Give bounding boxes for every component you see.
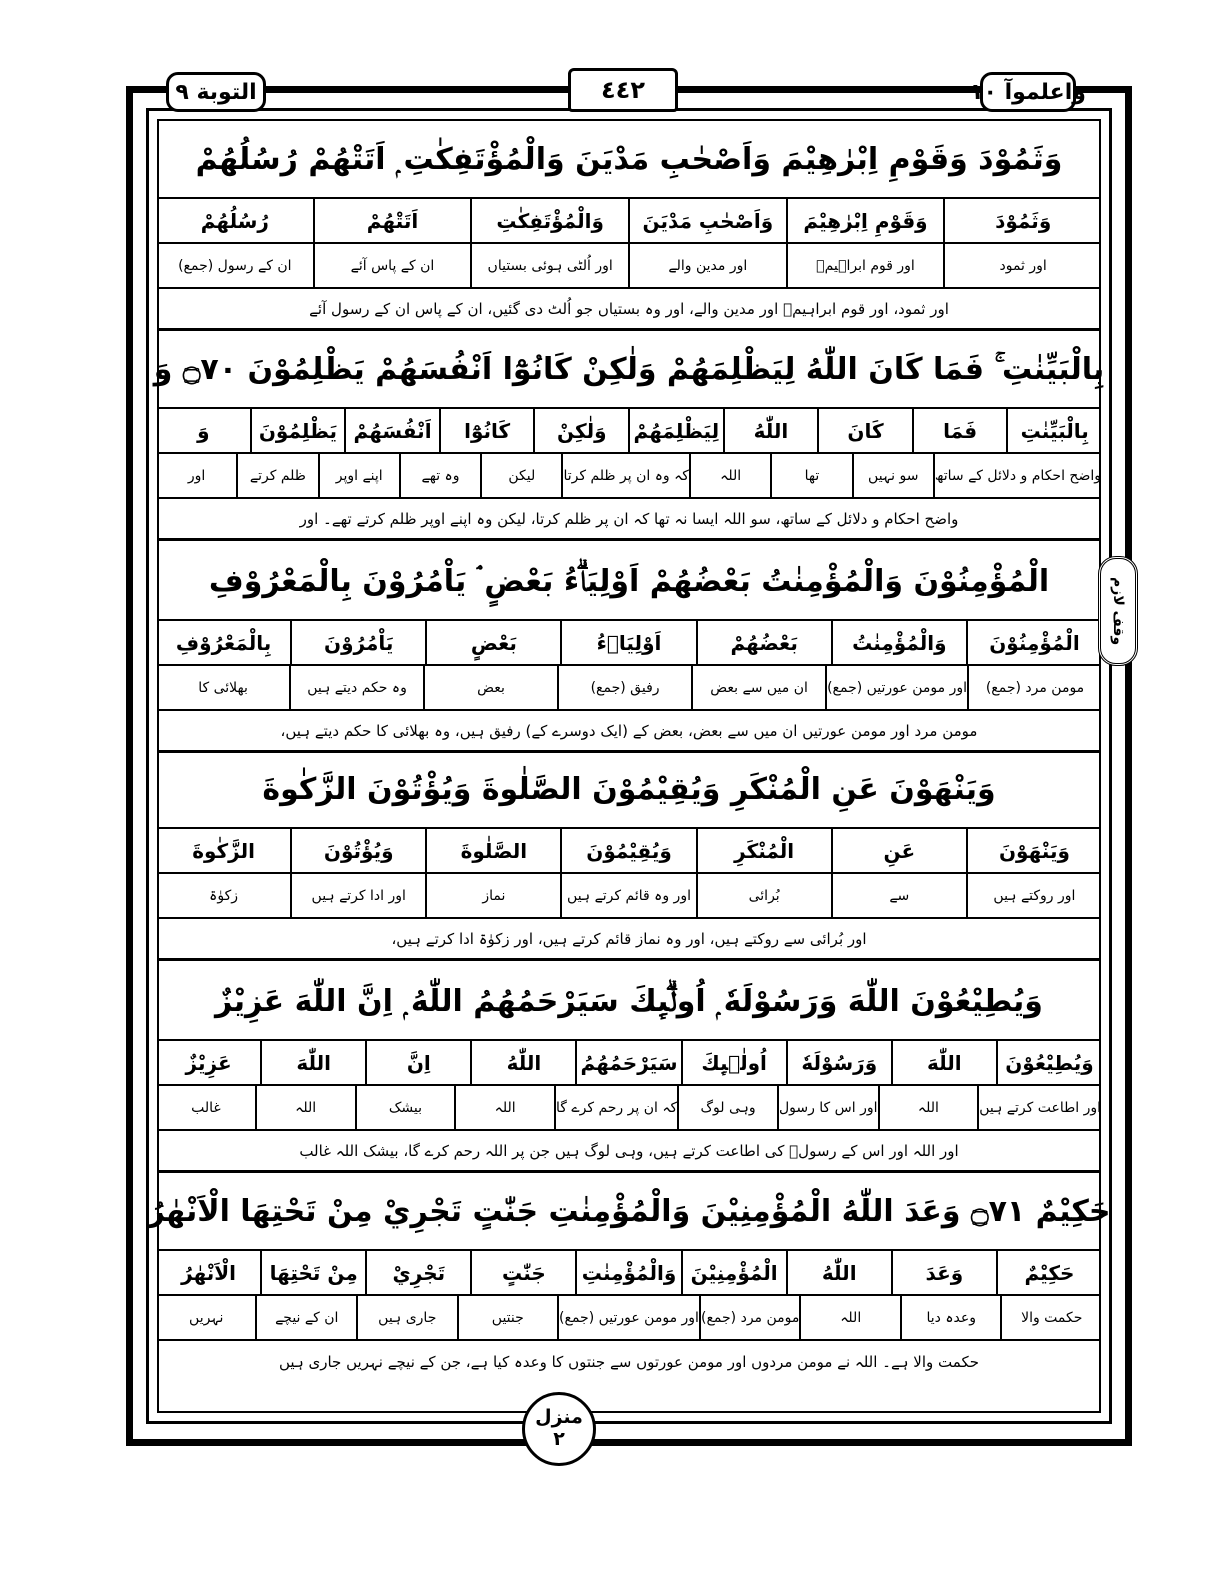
arabic-word-cell: يَظْلِمُوْنَ bbox=[250, 409, 345, 452]
urdu-meaning-cell: مومن مرد (جمع) bbox=[699, 1296, 800, 1339]
arabic-word-cell: كَانَ bbox=[817, 409, 912, 452]
urdu-meaning-cell: اور اطاعت کرتے ہیں bbox=[977, 1086, 1101, 1129]
urdu-meaning-cell: اور bbox=[187, 467, 206, 484]
urdu-meaning-cell: حکمت والا bbox=[1000, 1296, 1101, 1339]
arabic-word-cell: رُسُلُهُمْ bbox=[200, 208, 269, 233]
arabic-word-cell: بَعْضُهُمْ bbox=[696, 621, 831, 664]
urdu-translation-line: حکمت والا ہے۔ اللہ نے مومن مردوں اور مومن عورتوں سے جنتوں کا وعدہ کیا ہے، جن کے نیچے نہریں جاری ہیں bbox=[279, 1353, 979, 1371]
urdu-meaning-cell: ان کے نیچے bbox=[255, 1296, 356, 1339]
arabic-word-cell: وَيُطِيْعُوْنَ bbox=[996, 1041, 1101, 1084]
arabic-word-cell: اللّٰهُ bbox=[786, 1251, 891, 1294]
arabic-word-cell: الْمُنْكَرِ bbox=[696, 829, 831, 872]
urdu-translation-line: اور اللہ اور اس کے رسولؐ کی اطاعت کرتے ہیں، وہی لوگ ہیں جن پر اللہ رحم کرے گا، بیشک اللہ غالب bbox=[157, 1131, 1101, 1173]
urdu-meaning-cell: بُرائی bbox=[696, 874, 831, 917]
verse-block bbox=[157, 121, 1101, 331]
urdu-meaning-cell: جاری ہیں bbox=[356, 1296, 457, 1339]
word-by-word-row bbox=[157, 829, 1101, 874]
urdu-meaning-cell: بعض bbox=[423, 666, 557, 709]
arabic-word-cell: اُولٰۗىِٕكَ bbox=[681, 1041, 786, 1084]
arabic-word-cell: الْمُؤْمِنِيْنَ bbox=[681, 1251, 786, 1294]
arabic-word-cell: عَزِيْزٌ bbox=[185, 1050, 232, 1075]
urdu-translation-line: مومن مرد اور مومن عورتیں ان میں سے بعض، بعض کے (ایک دوسرے کے) رفیق ہیں، وہ بھلائی کا حکم دیتے ہیں، bbox=[157, 711, 1101, 753]
urdu-meaning-cell: نماز bbox=[425, 874, 560, 917]
arabic-word-cell: يَاْمُرُوْنَ bbox=[290, 621, 425, 664]
arabic-word-cell: اللّٰهُ bbox=[723, 409, 818, 452]
arabic-word-cell: الْمُؤْمِنُوْنَ bbox=[966, 621, 1101, 664]
arabic-verse-line: وَيُطِيْعُوْنَ اللّٰهَ وَرَسُوْلَهٗ ۭ اُولٰۗىِٕكَ سَيَرْحَمُهُمُ اللّٰهُ ۭ اِنَّ اللّٰهَ عَزِيْزٌ bbox=[157, 963, 1101, 1041]
arabic-word-cell: اِنَّ bbox=[365, 1041, 470, 1084]
urdu-meaning-cell: زکوٰۃ bbox=[209, 887, 239, 904]
arabic-word-cell: اَتَتْهُمْ bbox=[313, 199, 471, 242]
word-by-word-row bbox=[157, 409, 1101, 454]
urdu-meaning-cell: نہریں bbox=[189, 1309, 224, 1326]
urdu-meaning-cell: کہ ان پر رحم کرے گا bbox=[554, 1086, 677, 1129]
urdu-meaning-cell: اللہ bbox=[878, 1086, 978, 1129]
arabic-word-cell: وَيُقِيْمُوْنَ bbox=[560, 829, 695, 872]
arabic-word-cell: وَاَصْحٰبِ مَدْيَنَ bbox=[628, 199, 786, 242]
arabic-word-cell: فَمَا bbox=[912, 409, 1007, 452]
waqf-lazim-badge bbox=[1098, 556, 1138, 666]
word-meaning-row bbox=[157, 666, 1101, 711]
urdu-meaning-cell: اور ادا کرتے ہیں bbox=[290, 874, 425, 917]
urdu-meaning-cell: اللہ bbox=[255, 1086, 355, 1129]
page-number: ٤٤٢ bbox=[568, 68, 678, 112]
urdu-meaning-cell: وہی لوگ bbox=[677, 1086, 777, 1129]
urdu-meaning-cell: اور روکتے ہیں bbox=[966, 874, 1101, 917]
urdu-meaning-cell: جنتیں bbox=[457, 1296, 558, 1339]
arabic-word-cell: بِالْبَيِّنٰتِ bbox=[1006, 409, 1101, 452]
urdu-meaning-cell: اور قوم ابراہیمؑ bbox=[786, 244, 944, 287]
urdu-meaning-cell: اور مومن عورتیں (جمع) bbox=[557, 1296, 699, 1339]
urdu-meaning-cell: سو نہیں bbox=[852, 454, 933, 497]
arabic-word-cell: اَنْفُسَهُمْ bbox=[344, 409, 439, 452]
arabic-word-cell: وَ bbox=[197, 418, 210, 443]
arabic-word-cell: مِنْ تَحْتِهَا bbox=[260, 1251, 365, 1294]
urdu-meaning-cell: وہ حکم دیتے ہیں bbox=[289, 666, 423, 709]
urdu-meaning-cell: اور اُلٹی ہوئی بستیاں bbox=[470, 244, 628, 287]
word-meaning-row bbox=[157, 874, 1101, 919]
manzil-number: ٢ bbox=[553, 1428, 565, 1450]
arabic-word-cell: وَقَوْمِ اِبْرٰهِيْمَ bbox=[786, 199, 944, 242]
arabic-word-cell: وَثَمُوْدَ bbox=[943, 199, 1101, 242]
arabic-word-cell: الْاَنْهٰرُ bbox=[181, 1260, 237, 1285]
arabic-word-cell: الزَّكٰوةَ bbox=[192, 838, 255, 863]
urdu-meaning-cell: اور وہ قائم کرتے ہیں bbox=[560, 874, 695, 917]
word-meaning-row bbox=[157, 1296, 1101, 1341]
arabic-word-cell: سَيَرْحَمُهُمُ bbox=[575, 1041, 680, 1084]
word-by-word-row bbox=[157, 621, 1101, 666]
urdu-meaning-cell: وہ تھے bbox=[399, 454, 480, 497]
arabic-word-cell: كَانُوْٓا bbox=[439, 409, 534, 452]
urdu-meaning-cell: وعدہ دیا bbox=[900, 1296, 1001, 1339]
arabic-word-cell: الصَّلٰوةَ bbox=[425, 829, 560, 872]
urdu-meaning-cell: واضح احکام و دلائل کے ساتھ bbox=[933, 454, 1101, 497]
word-by-word-row bbox=[157, 199, 1101, 244]
arabic-verse-line: وَيَنْهَوْنَ عَنِ الْمُنْكَرِ وَيُقِيْمُوْنَ الصَّلٰوةَ وَيُؤْتُوْنَ الزَّكٰوةَ bbox=[157, 751, 1101, 829]
urdu-meaning-cell: بیشک bbox=[355, 1086, 455, 1129]
urdu-meaning-cell: تھا bbox=[770, 454, 851, 497]
arabic-word-cell: اللّٰهَ bbox=[260, 1041, 365, 1084]
verse-block bbox=[147, 1173, 1111, 1383]
surah-label: التوبة ٩ bbox=[166, 72, 266, 112]
word-by-word-row bbox=[157, 1041, 1101, 1086]
urdu-meaning-cell: اور مومن عورتیں (جمع) bbox=[825, 666, 967, 709]
urdu-meaning-cell: اور مدین والے bbox=[628, 244, 786, 287]
arabic-word-cell: اللّٰهَ bbox=[891, 1041, 996, 1084]
urdu-meaning-cell: اپنے اوپر bbox=[318, 454, 399, 497]
urdu-translation-line: اور ثمود، اور قوم ابراہیمؑ اور مدین والے، اور وہ بستیاں جو اُلٹ دی گئیں، ان کے پاس ان کے رسول آئے bbox=[157, 289, 1101, 331]
verse-block bbox=[153, 331, 1105, 541]
arabic-word-cell: حَكِيْمٌ bbox=[996, 1251, 1101, 1294]
urdu-meaning-cell: مومن مرد (جمع) bbox=[967, 666, 1101, 709]
arabic-word-cell: وَيُؤْتُوْنَ bbox=[290, 829, 425, 872]
arabic-word-cell: اللّٰهُ bbox=[470, 1041, 575, 1084]
word-meaning-row bbox=[157, 244, 1101, 289]
arabic-word-cell: اَوْلِيَاۗءُ bbox=[560, 621, 695, 664]
urdu-meaning-cell: ظلم کرتے bbox=[236, 454, 317, 497]
arabic-word-cell: وَالْمُؤْتَفِكٰتِ bbox=[470, 199, 628, 242]
urdu-meaning-cell: ان کے رسول (جمع) bbox=[178, 257, 292, 274]
word-by-word-row bbox=[157, 1251, 1101, 1296]
para-label: واعلموآ ١٠ bbox=[980, 72, 1076, 112]
verse-block bbox=[157, 963, 1101, 1173]
arabic-word-cell: وَرَسُوْلَهٗ bbox=[786, 1041, 891, 1084]
urdu-meaning-cell: ان کے پاس آئے bbox=[313, 244, 471, 287]
arabic-word-cell: تَجْرِيْ bbox=[365, 1251, 470, 1294]
urdu-meaning-cell: اللہ bbox=[454, 1086, 554, 1129]
arabic-verse-line: حَكِيْمٌ ۝٧١ وَعَدَ اللّٰهُ الْمُؤْمِنِيْنَ وَالْمُؤْمِنٰتِ جَنّٰتٍ تَجْرِيْ مِنْ تَحْتِهَا الْاَنْهٰرُ bbox=[157, 1173, 1101, 1251]
arabic-word-cell: بِالْمَعْرُوْفِ bbox=[175, 630, 272, 655]
arabic-word-cell: عَنِ bbox=[831, 829, 966, 872]
urdu-meaning-cell: اور ثمود bbox=[943, 244, 1101, 287]
waqf-lazim-label: وقف لازم bbox=[1110, 576, 1126, 646]
manzil-badge bbox=[522, 1392, 596, 1466]
verse-block bbox=[157, 543, 1101, 753]
arabic-word-cell: وَالْمُؤْمِنٰتِ bbox=[575, 1251, 680, 1294]
arabic-word-cell: وَعَدَ bbox=[891, 1251, 996, 1294]
urdu-meaning-cell: کہ وہ ان پر ظلم کرتا bbox=[561, 454, 689, 497]
urdu-meaning-cell: رفیق (جمع) bbox=[557, 666, 691, 709]
arabic-word-cell: وَالْمُؤْمِنٰتُ bbox=[831, 621, 966, 664]
arabic-word-cell: وَيَنْهَوْنَ bbox=[966, 829, 1101, 872]
urdu-meaning-cell: اور اس کا رسول bbox=[777, 1086, 878, 1129]
arabic-verse-line: بِالْبَيِّنٰتِ ۚ فَمَا كَانَ اللّٰهُ لِيَظْلِمَهُمْ وَلٰكِنْ كَانُوْٓا اَنْفُسَهُمْ يَظْلِمُوْنَ ۝٧٠ وَ bbox=[157, 331, 1101, 409]
urdu-translation-line: اور بُرائی سے روکتے ہیں، اور وہ نماز قائم کرتے ہیں، اور زکوٰۃ ادا کرتے ہیں، bbox=[157, 919, 1101, 961]
word-meaning-row bbox=[157, 1086, 1101, 1131]
arabic-word-cell: جَنّٰتٍ bbox=[470, 1251, 575, 1294]
word-meaning-row bbox=[157, 454, 1101, 499]
manzil-label: منزل bbox=[535, 1406, 583, 1429]
urdu-meaning-cell: بھلائی کا bbox=[198, 679, 248, 696]
urdu-meaning-cell: اللہ bbox=[799, 1296, 900, 1339]
arabic-word-cell: وَلٰكِنْ bbox=[533, 409, 628, 452]
urdu-meaning-cell: غالب bbox=[191, 1099, 221, 1116]
arabic-word-cell: لِيَظْلِمَهُمْ bbox=[628, 409, 723, 452]
urdu-meaning-cell: اللہ bbox=[689, 454, 770, 497]
verse-block bbox=[157, 751, 1101, 961]
urdu-translation-line: واضح احکام و دلائل کے ساتھ، سو اللہ ایسا نہ تھا کہ ان پر ظلم کرتا، لیکن وہ اپنے اوپر ظلم کرتے تھے۔ اور bbox=[157, 499, 1101, 541]
arabic-verse-line: وَثَمُوْدَ وَقَوْمِ اِبْرٰهِيْمَ وَاَصْحٰبِ مَدْيَنَ وَالْمُؤْتَفِكٰتِ ۭ اَتَتْهُمْ رُسُلُهُمْ bbox=[157, 121, 1101, 199]
urdu-meaning-cell: لیکن bbox=[480, 454, 561, 497]
arabic-verse-line: الْمُؤْمِنُوْنَ وَالْمُؤْمِنٰتُ بَعْضُهُمْ اَوْلِيَاۗءُ بَعْضٍ ۘ يَاْمُرُوْنَ بِالْمَعْرُوْفِ bbox=[157, 543, 1101, 621]
arabic-word-cell: بَعْضٍ bbox=[425, 621, 560, 664]
urdu-meaning-cell: ان میں سے بعض bbox=[691, 666, 825, 709]
urdu-meaning-cell: سے bbox=[831, 874, 966, 917]
